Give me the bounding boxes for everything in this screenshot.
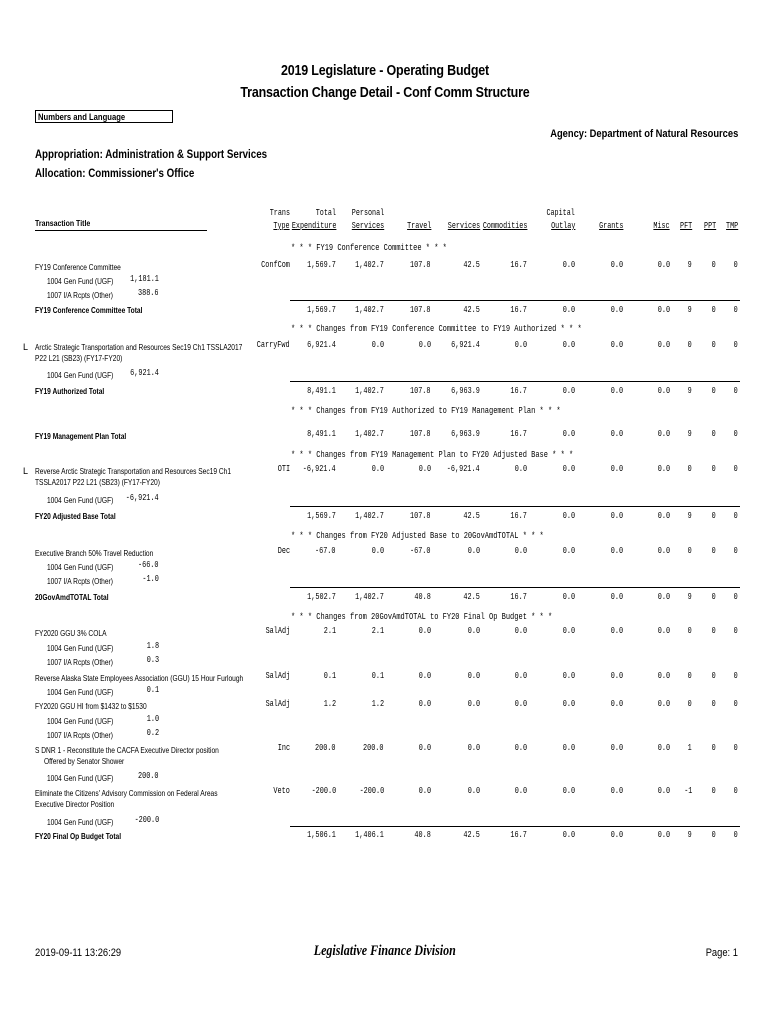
cell-pft: 9 (687, 510, 692, 521)
column-header-misc: Misc (653, 221, 670, 231)
fund-amount: 200.0 (138, 770, 159, 781)
transaction-title: FY2020 GGU 3% COLA (35, 628, 107, 638)
cell-tmp: 0 (733, 510, 738, 521)
column-header-transaction-title: Transaction Title (35, 218, 207, 231)
cell-grants: 0.0 (610, 545, 623, 556)
cell-total: -67.0 (315, 545, 336, 556)
cell-capital: 0.0 (562, 463, 575, 474)
cell-travel: 0.0 (418, 742, 431, 753)
cell-personal: 0.0 (371, 545, 384, 556)
cell-pft: -1 (683, 785, 692, 796)
column-header-ppt: PPT (703, 221, 716, 231)
line-marker: L (23, 342, 29, 352)
cell-personal: 0.0 (371, 339, 384, 350)
fund-amount: 6,921.4 (130, 367, 159, 378)
column-header-personal-2: Services (351, 221, 384, 231)
cell-grants: 0.0 (610, 698, 623, 709)
cell-ppt: 0 (711, 259, 716, 270)
footer-timestamp: 2019-09-11 13:26:29 (35, 947, 122, 959)
transaction-title-cont: Executive Director Position (35, 799, 115, 809)
cell-services: 42.5 (463, 259, 480, 270)
total-row-label: FY20 Final Op Budget Total (35, 831, 122, 841)
transaction-title: FY2020 GGU HI from $1432 to $1530 (35, 701, 147, 711)
transaction-title-cont: TSSLA2017 P22 L21 (SB23) (FY17-FY20) (35, 477, 160, 487)
cell-personal: 0.0 (371, 463, 384, 474)
cell-capital: 0.0 (562, 259, 575, 270)
allocation-heading: Allocation: Commissioner's Office (35, 168, 195, 180)
cell-misc: 0.0 (657, 510, 670, 521)
cell-services: 6,963.9 (451, 385, 480, 396)
cell-capital: 0.0 (562, 510, 575, 521)
cell-personal: 0.1 (371, 670, 384, 681)
cell-misc: 0.0 (657, 304, 670, 315)
cell-travel: 0.0 (418, 339, 431, 350)
subtotal-rule (290, 826, 740, 827)
cell-misc: 0.0 (657, 670, 670, 681)
cell-services: -6,921.4 (447, 463, 480, 474)
report-subtitle: Transaction Change Detail - Conf Comm Structure (240, 85, 530, 101)
cell-travel: -67.0 (410, 545, 431, 556)
cell-services: 42.5 (463, 829, 480, 840)
cell-total: -200.0 (311, 785, 336, 796)
fund-amount: 1,181.1 (130, 273, 159, 284)
cell-capital: 0.0 (562, 304, 575, 315)
cell-capital: 0.0 (562, 829, 575, 840)
cell-personal: 1,402.7 (355, 428, 384, 439)
cell-commodities: 0.0 (514, 339, 527, 350)
cell-commodities: 0.0 (514, 670, 527, 681)
cell-total: 2.1 (323, 625, 336, 636)
fund-amount: 1.0 (146, 713, 159, 724)
cell-grants: 0.0 (610, 385, 623, 396)
cell-tmp: 0 (733, 259, 738, 270)
report-title: 2019 Legislature - Operating Budget (280, 63, 490, 79)
cell-total: 1,506.1 (307, 829, 336, 840)
fund-source: 1004 Gen Fund (UGF) (47, 817, 114, 827)
column-header-tmp: TMP (725, 221, 738, 231)
section-banner: * * * Changes from FY19 Management Plan to FY20 Adjusted Base * * * (291, 450, 574, 460)
transaction-title-cont: P22 L21 (SB23) (FY17-FY20) (35, 353, 123, 363)
cell-travel: 40.8 (414, 829, 431, 840)
cell-ppt: 0 (711, 591, 716, 602)
cell-commodities: 0.0 (514, 625, 527, 636)
cell-total: 8,491.1 (307, 428, 336, 439)
cell-total: 8,491.1 (307, 385, 336, 396)
cell-capital: 0.0 (562, 545, 575, 556)
cell-trans-type: Veto (273, 785, 290, 796)
section-banner: * * * FY19 Conference Committee * * * (291, 243, 447, 253)
cell-travel: 40.8 (414, 591, 431, 602)
cell-misc: 0.0 (657, 625, 670, 636)
cell-capital: 0.0 (562, 670, 575, 681)
section-banner: * * * Changes from FY20 Adjusted Base to 20GovAmdTOTAL * * * (291, 531, 544, 541)
cell-pft: 9 (687, 591, 692, 602)
column-header-total-1: Total (315, 208, 336, 218)
column-header-pft: PFT (679, 221, 692, 231)
fund-amount: -6,921.4 (126, 492, 159, 503)
cell-misc: 0.0 (657, 698, 670, 709)
cell-grants: 0.0 (610, 510, 623, 521)
cell-travel: 107.8 (410, 510, 431, 521)
cell-ppt: 0 (711, 339, 716, 350)
fund-amount: 0.1 (146, 684, 159, 695)
cell-ppt: 0 (711, 385, 716, 396)
cell-commodities: 16.7 (510, 510, 527, 521)
cell-ppt: 0 (711, 545, 716, 556)
cell-personal: 1,402.7 (355, 510, 384, 521)
cell-services: 42.5 (463, 510, 480, 521)
cell-travel: 0.0 (418, 785, 431, 796)
cell-misc: 0.0 (657, 428, 670, 439)
transaction-title-cont: Offered by Senator Shower (44, 756, 125, 766)
cell-tmp: 0 (733, 463, 738, 474)
transaction-title: S DNR 1 - Reconstitute the CACFA Executive Director position (35, 745, 219, 755)
cell-capital: 0.0 (562, 591, 575, 602)
cell-travel: 107.8 (410, 304, 431, 315)
cell-commodities: 16.7 (510, 385, 527, 396)
section-banner: * * * Changes from FY19 Authorized to FY19 Management Plan * * * (291, 406, 561, 416)
cell-commodities: 16.7 (510, 428, 527, 439)
cell-trans-type: CarryFwd (257, 339, 290, 350)
cell-grants: 0.0 (610, 785, 623, 796)
cell-misc: 0.0 (657, 339, 670, 350)
transaction-title: Reverse Arctic Strategic Transportation and Resources Sec19 Ch1 (35, 466, 232, 476)
column-header-trans-1: Trans (269, 208, 290, 218)
fund-source: 1007 I/A Rcpts (Other) (47, 290, 113, 300)
cell-pft: 1 (687, 742, 692, 753)
cell-personal: 1,402.7 (355, 304, 384, 315)
cell-personal: 1,402.7 (355, 591, 384, 602)
cell-trans-type: OTI (277, 463, 290, 474)
cell-grants: 0.0 (610, 428, 623, 439)
cell-ppt: 0 (711, 510, 716, 521)
cell-services: 42.5 (463, 304, 480, 315)
fund-amount: 0.2 (146, 727, 159, 738)
cell-services: 0.0 (467, 545, 480, 556)
cell-misc: 0.0 (657, 742, 670, 753)
section-banner: * * * Changes from FY19 Conference Committee to FY19 Authorized * * * (291, 324, 582, 334)
line-marker: L (23, 466, 29, 476)
cell-total: -6,921.4 (303, 463, 336, 474)
cell-grants: 0.0 (610, 625, 623, 636)
cell-services: 0.0 (467, 698, 480, 709)
cell-ppt: 0 (711, 304, 716, 315)
cell-capital: 0.0 (562, 625, 575, 636)
cell-trans-type: Inc (277, 742, 290, 753)
cell-capital: 0.0 (562, 742, 575, 753)
footer-page-number: Page: 1 (705, 947, 738, 959)
cell-trans-type: SalAdj (265, 698, 290, 709)
cell-services: 0.0 (467, 742, 480, 753)
cell-ppt: 0 (711, 698, 716, 709)
cell-commodities: 16.7 (510, 829, 527, 840)
cell-pft: 9 (687, 428, 692, 439)
cell-tmp: 0 (733, 591, 738, 602)
cell-pft: 0 (687, 670, 692, 681)
cell-misc: 0.0 (657, 463, 670, 474)
cell-commodities: 0.0 (514, 545, 527, 556)
cell-ppt: 0 (711, 463, 716, 474)
cell-ppt: 0 (711, 625, 716, 636)
fund-source: 1004 Gen Fund (UGF) (47, 495, 114, 505)
cell-services: 42.5 (463, 591, 480, 602)
subtotal-rule (290, 300, 740, 301)
column-header-capital-2: Outlay (550, 221, 575, 231)
column-header-trans-2: Type (273, 221, 290, 231)
cell-pft: 9 (687, 304, 692, 315)
cell-misc: 0.0 (657, 591, 670, 602)
appropriation-heading: Appropriation: Administration & Support Services (35, 149, 268, 161)
cell-total: 1.2 (323, 698, 336, 709)
fund-amount: 388.6 (138, 287, 159, 298)
cell-personal: 2.1 (371, 625, 384, 636)
cell-commodities: 16.7 (510, 591, 527, 602)
cell-total: 1,502.7 (307, 591, 336, 602)
cell-capital: 0.0 (562, 698, 575, 709)
fund-source: 1007 I/A Rcpts (Other) (47, 730, 113, 740)
cell-commodities: 16.7 (510, 304, 527, 315)
cell-grants: 0.0 (610, 259, 623, 270)
cell-misc: 0.0 (657, 385, 670, 396)
fund-source: 1004 Gen Fund (UGF) (47, 276, 114, 286)
column-header-personal-1: Personal (351, 208, 384, 218)
cell-services: 0.0 (467, 625, 480, 636)
fund-amount: -1.0 (142, 573, 159, 584)
cell-services: 6,963.9 (451, 428, 480, 439)
fund-source: 1004 Gen Fund (UGF) (47, 562, 114, 572)
cell-capital: 0.0 (562, 339, 575, 350)
cell-travel: 0.0 (418, 625, 431, 636)
cell-total: 1,569.7 (307, 304, 336, 315)
cell-grants: 0.0 (610, 304, 623, 315)
fund-source: 1004 Gen Fund (UGF) (47, 643, 114, 653)
cell-trans-type: Dec (277, 545, 290, 556)
transaction-title: Arctic Strategic Transportation and Resources Sec19 Ch1 TSSLA2017 (35, 342, 243, 352)
cell-tmp: 0 (733, 428, 738, 439)
subtotal-rule (290, 506, 740, 507)
cell-grants: 0.0 (610, 591, 623, 602)
cell-pft: 0 (687, 463, 692, 474)
cell-misc: 0.0 (657, 545, 670, 556)
cell-personal: 1,402.7 (355, 385, 384, 396)
cell-ppt: 0 (711, 670, 716, 681)
column-header-services: Services (447, 221, 480, 231)
cell-pft: 9 (687, 829, 692, 840)
cell-grants: 0.0 (610, 829, 623, 840)
fund-amount: -200.0 (134, 814, 159, 825)
cell-grants: 0.0 (610, 339, 623, 350)
transaction-title: FY19 Conference Committee (35, 262, 121, 272)
cell-trans-type: SalAdj (265, 625, 290, 636)
cell-tmp: 0 (733, 698, 738, 709)
column-header-grants: Grants (598, 221, 623, 231)
cell-tmp: 0 (733, 304, 738, 315)
cell-travel: 107.8 (410, 259, 431, 270)
total-row-label: FY19 Management Plan Total (35, 431, 127, 441)
cell-services: 6,921.4 (451, 339, 480, 350)
cell-travel: 0.0 (418, 463, 431, 474)
cell-services: 0.0 (467, 785, 480, 796)
cell-tmp: 0 (733, 670, 738, 681)
cell-tmp: 0 (733, 545, 738, 556)
cell-pft: 0 (687, 339, 692, 350)
cell-personal: 1,406.1 (355, 829, 384, 840)
cell-pft: 9 (687, 385, 692, 396)
scenario-label-box (35, 110, 173, 123)
cell-total: 1,569.7 (307, 510, 336, 521)
column-header-total-2: Expenditure (291, 221, 336, 231)
fund-source: 1007 I/A Rcpts (Other) (47, 657, 113, 667)
fund-amount: 1.8 (146, 640, 159, 651)
agency-heading: Agency: Department of Natural Resources (549, 128, 738, 140)
total-row-label: 20GovAmdTOTAL Total (35, 592, 109, 602)
column-header-capital-1: Capital (546, 208, 575, 218)
fund-amount: 0.3 (146, 654, 159, 665)
cell-grants: 0.0 (610, 463, 623, 474)
fund-source: 1004 Gen Fund (UGF) (47, 773, 114, 783)
cell-capital: 0.0 (562, 428, 575, 439)
cell-services: 0.0 (467, 670, 480, 681)
cell-tmp: 0 (733, 339, 738, 350)
cell-commodities: 0.0 (514, 463, 527, 474)
fund-source: 1004 Gen Fund (UGF) (47, 716, 114, 726)
cell-commodities: 0.0 (514, 785, 527, 796)
cell-pft: 0 (687, 698, 692, 709)
fund-source: 1007 I/A Rcpts (Other) (47, 576, 113, 586)
cell-tmp: 0 (733, 625, 738, 636)
cell-trans-type: SalAdj (265, 670, 290, 681)
cell-commodities: 0.0 (514, 742, 527, 753)
cell-travel: 107.8 (410, 385, 431, 396)
cell-ppt: 0 (711, 428, 716, 439)
transaction-title: Executive Branch 50% Travel Reduction (35, 548, 154, 558)
cell-travel: 0.0 (418, 670, 431, 681)
cell-capital: 0.0 (562, 785, 575, 796)
cell-pft: 0 (687, 545, 692, 556)
cell-ppt: 0 (711, 829, 716, 840)
cell-commodities: 16.7 (510, 259, 527, 270)
cell-total: 6,921.4 (307, 339, 336, 350)
cell-misc: 0.0 (657, 785, 670, 796)
footer-division: Legislative Finance Division (314, 943, 456, 959)
column-header-travel: Travel (406, 221, 431, 231)
total-row-label: FY19 Authorized Total (35, 386, 105, 396)
cell-misc: 0.0 (657, 259, 670, 270)
transaction-title: Reverse Alaska State Employees Association (GGU) 15 Hour Furlough (35, 673, 244, 683)
cell-tmp: 0 (733, 785, 738, 796)
fund-amount: -66.0 (138, 559, 159, 570)
cell-total: 0.1 (323, 670, 336, 681)
cell-tmp: 0 (733, 742, 738, 753)
total-row-label: FY20 Adjusted Base Total (35, 511, 116, 521)
cell-total: 200.0 (315, 742, 336, 753)
cell-ppt: 0 (711, 742, 716, 753)
scenario-label: Numbers and Language (38, 112, 126, 122)
subtotal-rule (290, 381, 740, 382)
fund-source: 1004 Gen Fund (UGF) (47, 687, 114, 697)
cell-total: 1,569.7 (307, 259, 336, 270)
cell-personal: 200.0 (363, 742, 384, 753)
cell-pft: 9 (687, 259, 692, 270)
column-header-commodities: Commodities (482, 221, 527, 231)
cell-ppt: 0 (711, 785, 716, 796)
section-banner: * * * Changes from 20GovAmdTOTAL to FY20 Final Op Budget * * * (291, 612, 553, 622)
cell-personal: -200.0 (359, 785, 384, 796)
cell-commodities: 0.0 (514, 698, 527, 709)
cell-grants: 0.0 (610, 670, 623, 681)
cell-personal: 1.2 (371, 698, 384, 709)
fund-source: 1004 Gen Fund (UGF) (47, 370, 114, 380)
cell-travel: 107.8 (410, 428, 431, 439)
cell-misc: 0.0 (657, 829, 670, 840)
cell-tmp: 0 (733, 829, 738, 840)
cell-pft: 0 (687, 625, 692, 636)
subtotal-rule (290, 587, 740, 588)
total-row-label: FY19 Conference Committee Total (35, 305, 143, 315)
transaction-title: Eliminate the Citizens' Advisory Commission on Federal Areas (35, 788, 218, 798)
cell-capital: 0.0 (562, 385, 575, 396)
cell-personal: 1,402.7 (355, 259, 384, 270)
cell-grants: 0.0 (610, 742, 623, 753)
cell-tmp: 0 (733, 385, 738, 396)
cell-trans-type: ConfCom (261, 259, 290, 270)
cell-travel: 0.0 (418, 698, 431, 709)
